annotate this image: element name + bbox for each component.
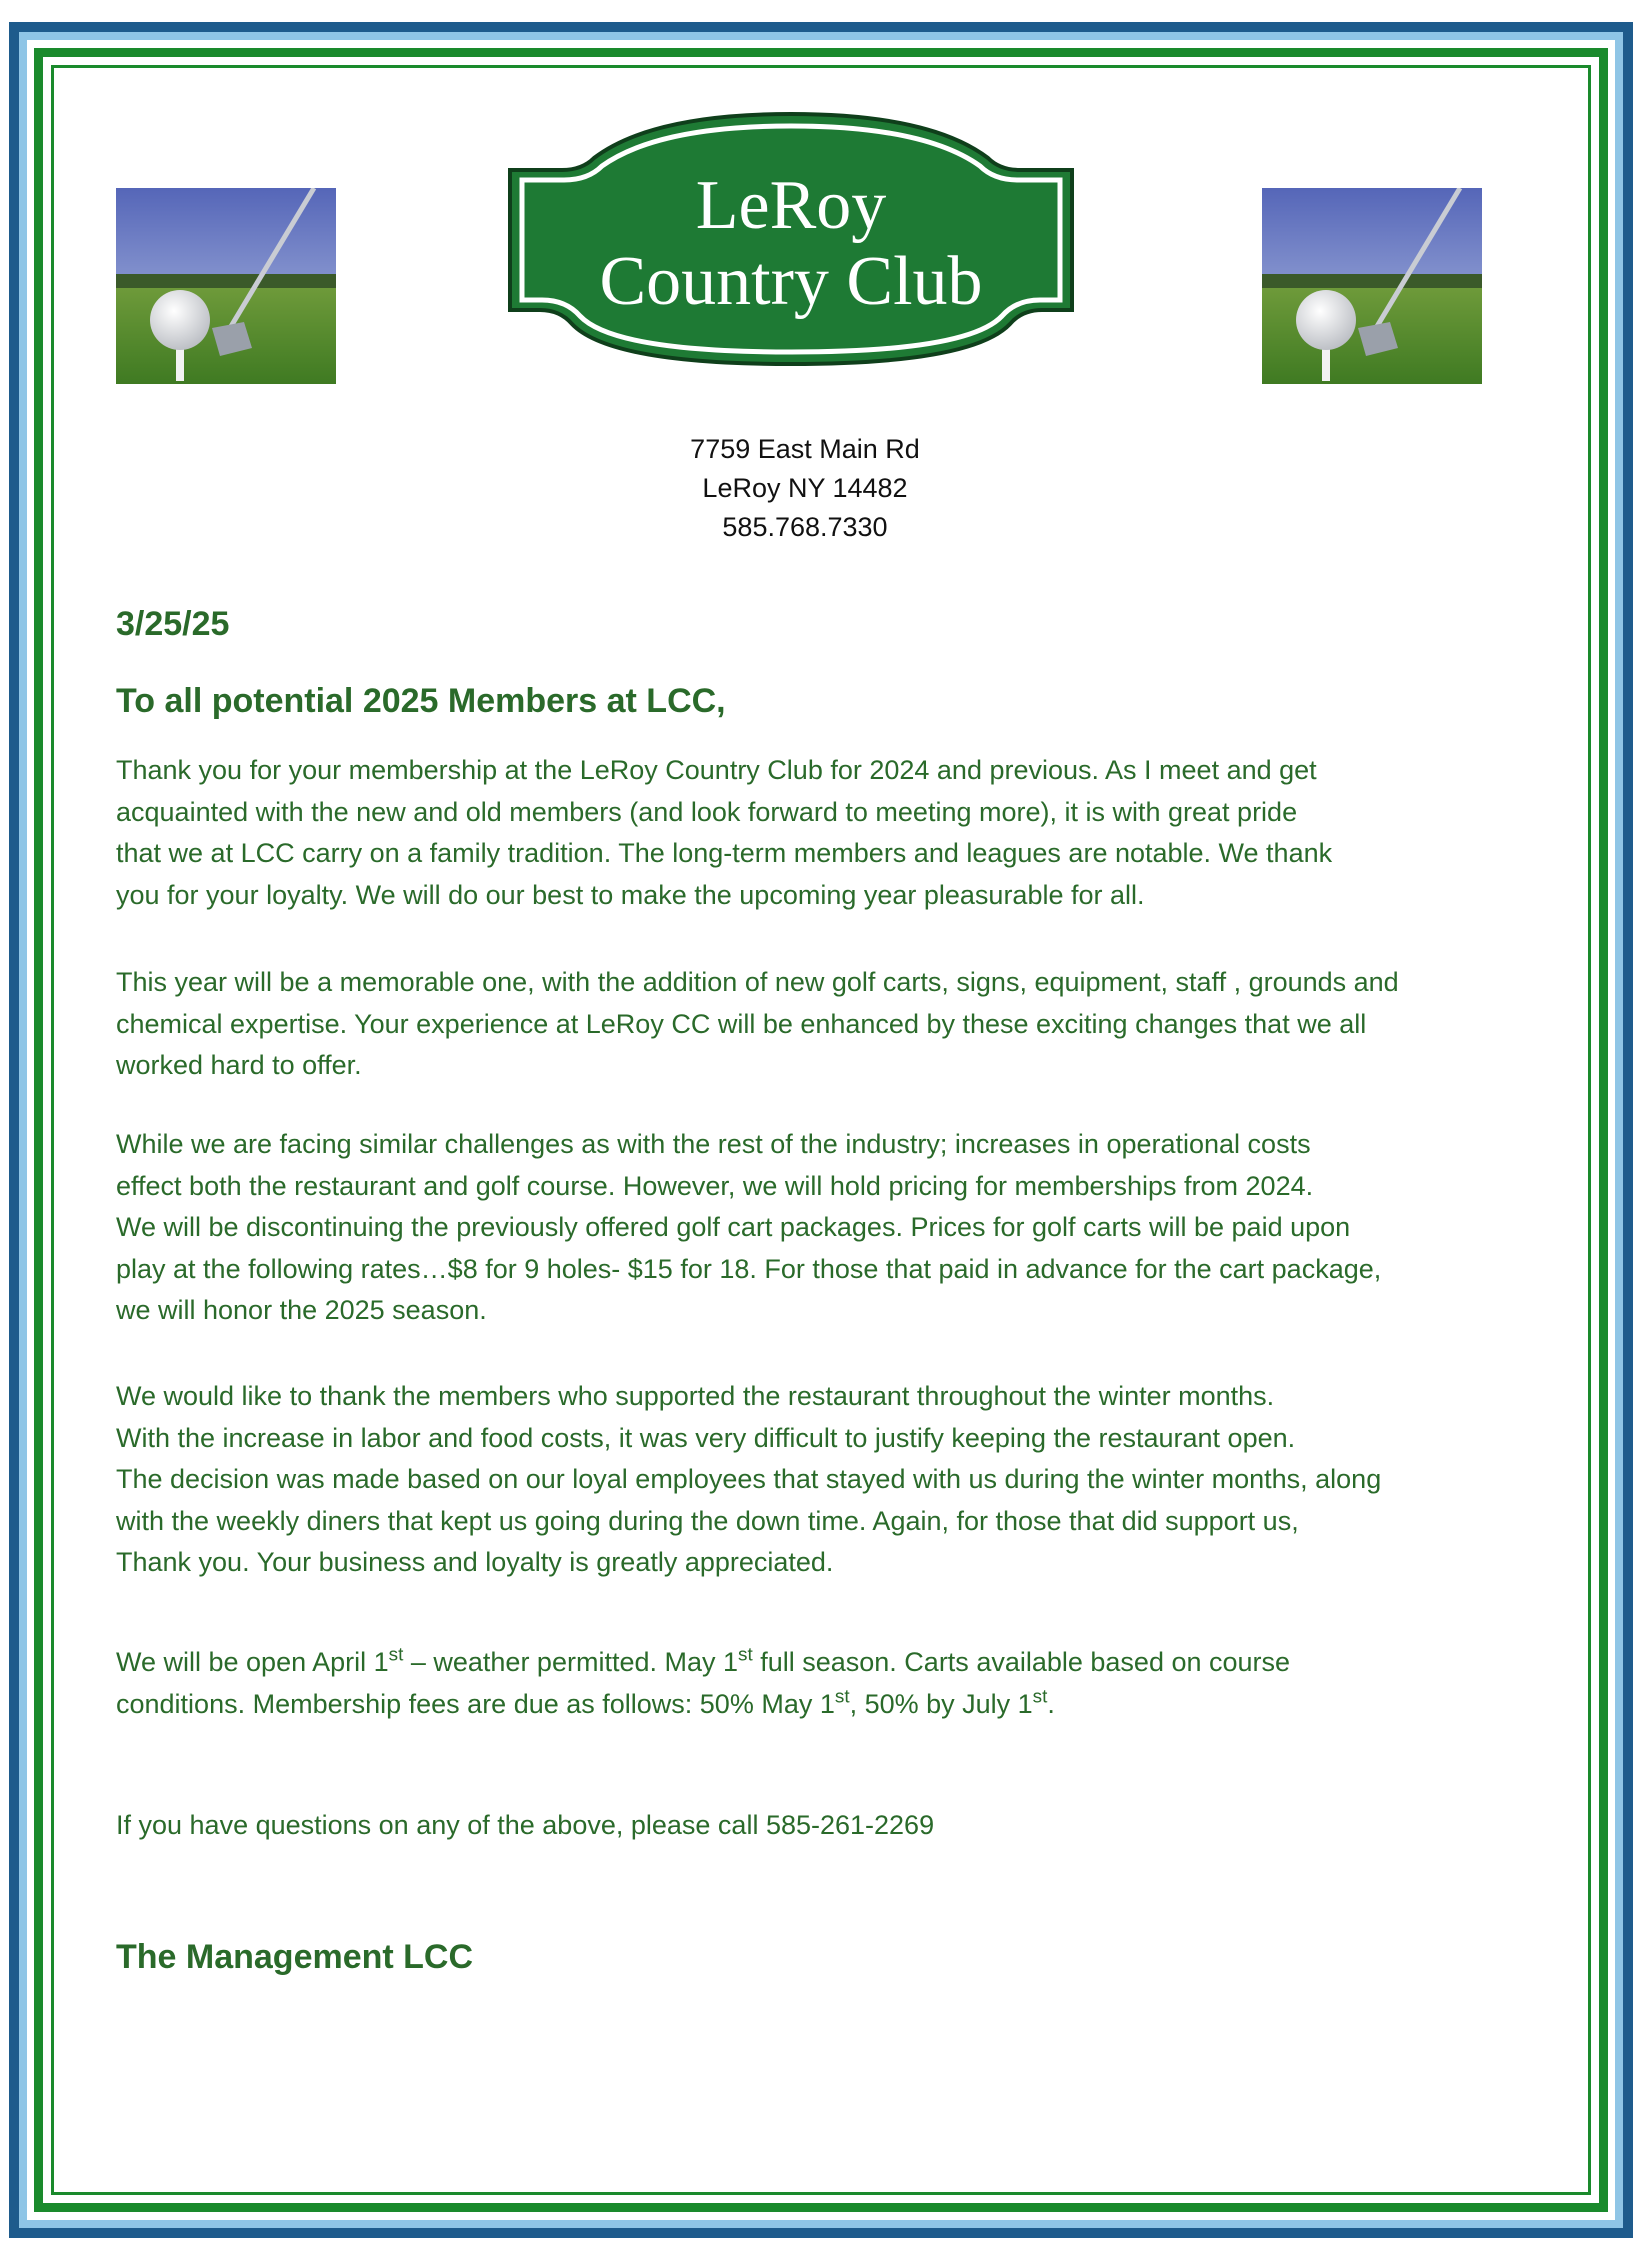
paragraph-line: that we at LCC carry on a family tradition. The long-term members and leagues are notable. We thank <box>116 838 1333 868</box>
contact-line: If you have questions on any of the above, please call 585-261-2269 <box>116 1810 935 1840</box>
paragraph-line: play at the following rates…$8 for 9 holes- $15 for 18. For those that paid in advance for the cart package, <box>116 1253 1382 1284</box>
address-phone: 585.768.7330 <box>722 512 888 542</box>
paragraph-line: acquainted with the new and old members (and look forward to meeting more), it is with great pride <box>116 796 1298 827</box>
paragraph-line: While we are facing similar challenges as with the rest of the industry; increases in operational costs <box>116 1129 1311 1159</box>
paragraph-line: with the weekly diners that kept us going during the down time. Again, for those that did support us, <box>116 1505 1299 1536</box>
address-block <box>0 430 1610 547</box>
letter-date: 3/25/25 <box>116 605 230 643</box>
paragraph-line: We will be discontinuing the previously offered golf cart packages. Prices for golf carts will be paid upon <box>116 1212 1351 1242</box>
golf-ball-on-tee-icon <box>1262 188 1482 384</box>
paragraph-4 <box>116 1376 1516 1584</box>
paragraph-1 <box>116 750 1516 916</box>
paragraph-3 <box>116 1124 1516 1332</box>
paragraph-line <box>116 1642 1516 1684</box>
letter-greeting: To all potential 2025 Members at LCC, <box>116 682 726 720</box>
golf-ball-on-tee-icon <box>116 188 336 384</box>
letter-signature: The Management LCC <box>116 1938 474 1976</box>
logo-line1: LeRoy <box>695 167 887 244</box>
ordinal-suffix: st <box>388 1644 404 1666</box>
paragraph-line: chemical expertise. Your experience at LeRoy CC will be enhanced by these exciting changes that we all <box>116 1008 1367 1039</box>
text-run: full season. Carts available based on course <box>752 1647 1291 1677</box>
paragraph-5 <box>116 1642 1516 1725</box>
paragraph-line: With the increase in labor and food costs, it was very difficult to justify keeping the restaurant open. <box>116 1422 1296 1453</box>
text-run: – weather permitted. May 1 <box>403 1647 739 1677</box>
paragraph-line: worked hard to offer. <box>116 1050 362 1080</box>
paragraph-line: we will honor the 2025 season. <box>116 1295 487 1325</box>
paragraph-line <box>116 1684 1516 1726</box>
paragraph-line: We would like to thank the members who supported the restaurant throughout the winter months. <box>116 1381 1275 1411</box>
paragraph-line: you for your loyalty. We will do our best to make the upcoming year pleasurable for all. <box>116 879 1145 910</box>
ordinal-suffix: st <box>834 1686 850 1708</box>
ordinal-suffix: st <box>738 1644 753 1666</box>
paragraph-6 <box>116 1805 1516 1847</box>
address-street: 7759 East Main Rd <box>690 434 920 464</box>
address-city: LeRoy NY 14482 <box>702 473 908 503</box>
text-run: We will be open April 1 <box>116 1647 389 1677</box>
paragraph-line: This year will be a memorable one, with the addition of new golf carts, signs, equipment, staff , grounds and <box>116 967 1399 997</box>
text-run: , 50% by July 1 <box>849 1688 1033 1719</box>
paragraph-line: Thank you. Your business and loyalty is greatly appreciated. <box>116 1547 834 1577</box>
club-logo <box>502 110 1080 372</box>
logo-line2: Country Club <box>599 243 983 320</box>
text-run: . <box>1047 1688 1055 1719</box>
paragraph-line: The decision was made based on our loyal employees that stayed with us during the winter months, along <box>116 1464 1382 1494</box>
paragraph-2 <box>116 962 1516 1087</box>
ordinal-suffix: st <box>1032 1686 1048 1708</box>
paragraph-line: effect both the restaurant and golf course. However, we will hold pricing for memberships from 2024. <box>116 1170 1314 1201</box>
paragraph-line: Thank you for your membership at the LeRoy Country Club for 2024 and previous. As I meet and get <box>116 755 1317 785</box>
text-run: conditions. Membership fees are due as follows: 50% May 1 <box>116 1688 835 1719</box>
